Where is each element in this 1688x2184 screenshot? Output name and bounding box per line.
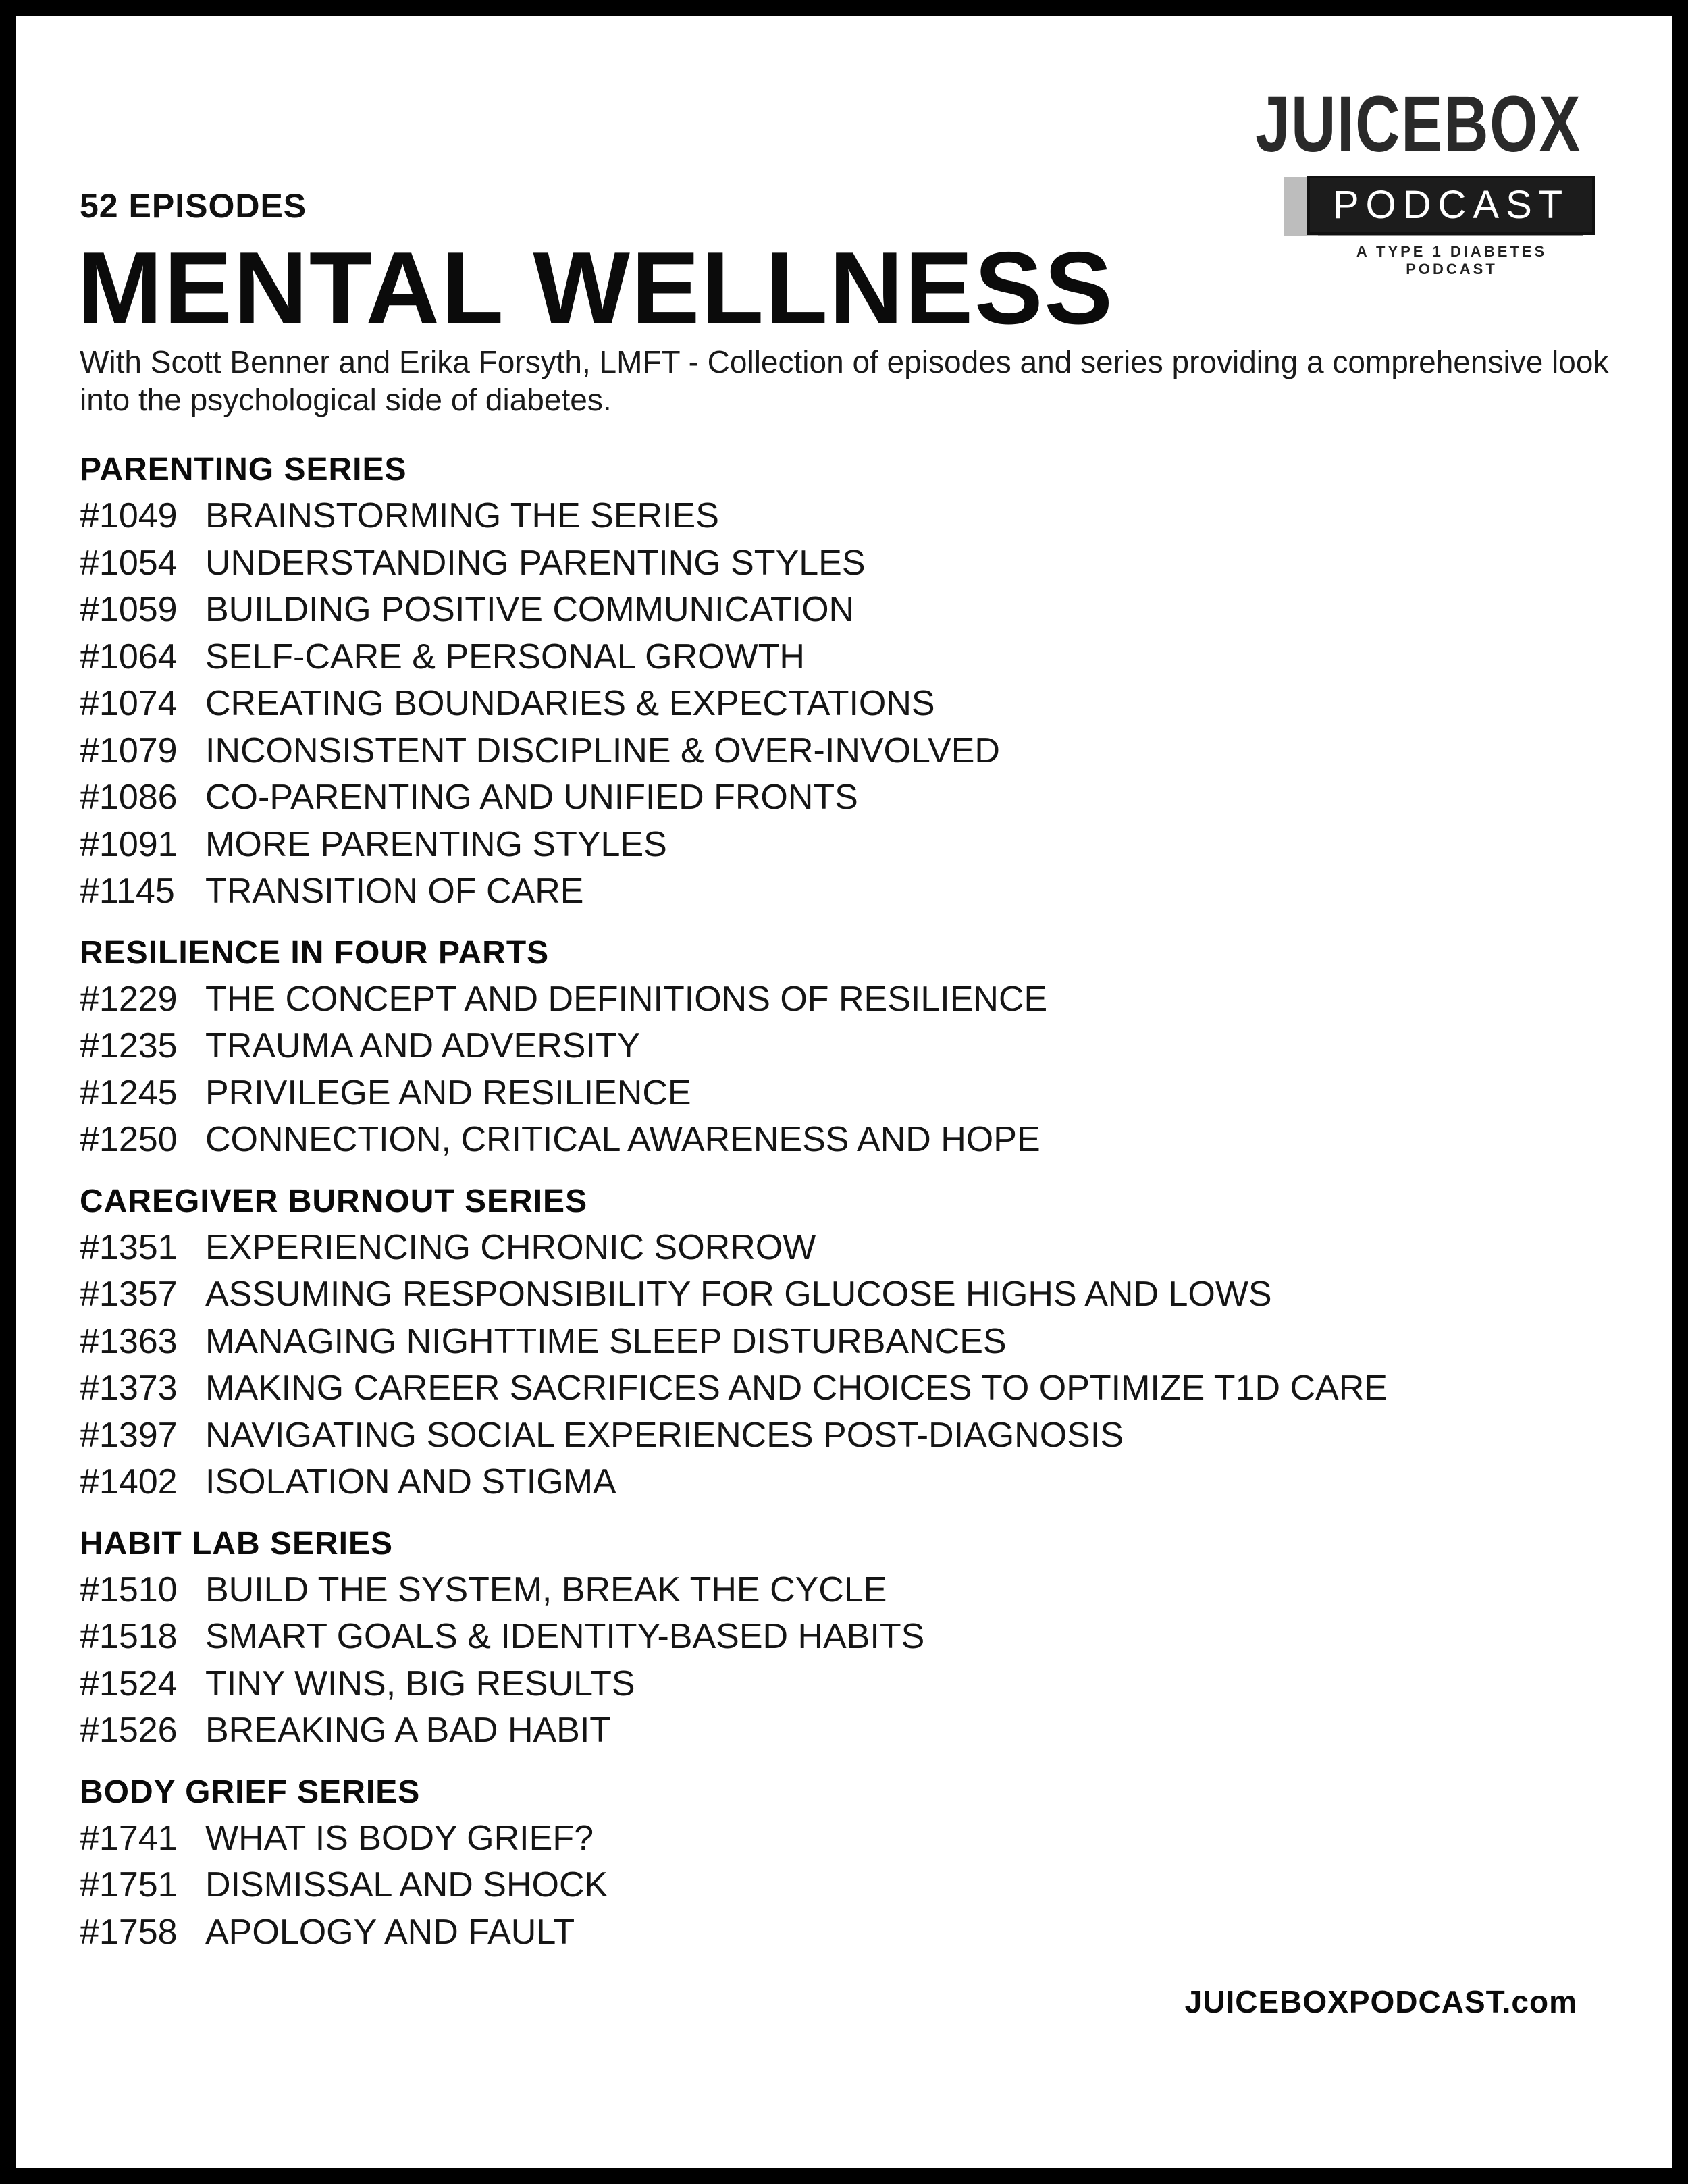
document-page — [16, 16, 1672, 2168]
episode-number: #1059 — [80, 590, 178, 629]
logo-tagline: A TYPE 1 DIABETES PODCAST — [1356, 243, 1548, 277]
episode-title: BREAKING A BAD HABIT — [205, 1711, 612, 1750]
episode-title: CONNECTION, CRITICAL AWARENESS AND HOPE — [205, 1120, 1040, 1159]
episode-title: CO-PARENTING AND UNIFIED FRONTS — [205, 778, 858, 817]
episode-item — [80, 1815, 1633, 1863]
episode-number: #1091 — [80, 824, 178, 864]
episode-count: 52 EPISODES — [80, 187, 307, 225]
juicebox-podcast-logo — [1255, 77, 1610, 277]
episode-title: TINY WINS, BIG RESULTS — [205, 1663, 635, 1703]
episode-number: #1250 — [80, 1120, 178, 1159]
episode-item — [80, 1412, 1633, 1460]
episode-item — [80, 1862, 1633, 1909]
episode-item — [80, 868, 1633, 915]
episode-item — [80, 634, 1633, 681]
episode-number: #1397 — [80, 1415, 178, 1455]
episode-item — [80, 774, 1633, 822]
episode-number: #1235 — [80, 1026, 178, 1065]
episode-title: PRIVILEGE AND RESILIENCE — [205, 1073, 691, 1113]
page-description: With Scott Benner and Erika Forsyth, LMFT - Collection of episodes and series providing a comprehensive look into the psychological side of diabetes. — [80, 344, 1609, 417]
episode-number: #1229 — [80, 979, 178, 1019]
episode-title: BUILDING POSITIVE COMMUNICATION — [205, 590, 855, 629]
episode-item — [80, 1319, 1633, 1366]
series-title: PARENTING SERIES — [80, 452, 407, 487]
episode-title: MAKING CAREER SACRIFICES AND CHOICES TO OPTIMIZE T1D CARE — [205, 1368, 1388, 1408]
episode-item — [80, 681, 1633, 728]
episode-item — [80, 1909, 1633, 1956]
episode-item — [80, 1023, 1633, 1070]
episode-title: APOLOGY AND FAULT — [205, 1912, 575, 1952]
series-title: CAREGIVER BURNOUT SERIES — [80, 1183, 588, 1219]
episode-number: #1526 — [80, 1711, 178, 1750]
episode-title: ASSUMING RESPONSIBILITY FOR GLUCOSE HIGHS AND LOWS — [205, 1275, 1272, 1314]
episode-item — [80, 1117, 1633, 1164]
episode-title: ISOLATION AND STIGMA — [205, 1462, 616, 1501]
episode-item — [80, 587, 1633, 634]
episode-title: MORE PARENTING STYLES — [205, 824, 667, 864]
episode-number: #1064 — [80, 637, 178, 676]
series-section — [80, 930, 1633, 1164]
episode-list — [80, 1567, 1633, 1755]
episode-item — [80, 1365, 1633, 1412]
episode-number: #1741 — [80, 1818, 178, 1858]
episode-number: #1402 — [80, 1462, 178, 1501]
episode-number: #1079 — [80, 730, 178, 770]
episode-title: EXPERIENCING CHRONIC SORROW — [205, 1227, 816, 1267]
episode-title: UNDERSTANDING PARENTING STYLES — [205, 543, 866, 583]
episode-number: #1751 — [80, 1865, 178, 1905]
episode-number: #1074 — [80, 684, 178, 723]
episode-item — [80, 728, 1633, 775]
episode-number: #1357 — [80, 1275, 178, 1314]
episode-item — [80, 1459, 1633, 1506]
episode-item — [80, 1614, 1633, 1661]
episode-list — [80, 493, 1633, 915]
episode-title: NAVIGATING SOCIAL EXPERIENCES POST-DIAGNOSIS — [205, 1415, 1124, 1455]
page-title: MENTAL WELLNESS — [77, 231, 1114, 346]
episode-item — [80, 1707, 1633, 1755]
episode-list — [80, 1225, 1633, 1506]
episode-number: #1054 — [80, 543, 178, 583]
episode-item — [80, 1661, 1633, 1708]
series-list — [80, 447, 1633, 1971]
episode-number: #1524 — [80, 1663, 178, 1703]
episode-item — [80, 1271, 1633, 1319]
episode-item — [80, 540, 1633, 587]
logo-wordmark: JUICEBOX — [1255, 80, 1581, 169]
episode-item — [80, 1567, 1633, 1614]
episode-number: #1245 — [80, 1073, 178, 1113]
episode-title: DISMISSAL AND SHOCK — [205, 1865, 608, 1905]
logo-subword: PODCAST — [1332, 183, 1570, 227]
episode-title: MANAGING NIGHTTIME SLEEP DISTURBANCES — [205, 1321, 1007, 1361]
series-title: RESILIENCE IN FOUR PARTS — [80, 934, 550, 971]
series-section — [80, 1179, 1633, 1506]
series-section — [80, 1769, 1633, 1956]
episode-title: SMART GOALS & IDENTITY-BASED HABITS — [205, 1617, 925, 1656]
episode-number: #1351 — [80, 1227, 178, 1267]
episode-item — [80, 1070, 1633, 1117]
episode-title: TRANSITION OF CARE — [205, 872, 584, 911]
episode-item — [80, 1225, 1633, 1272]
episode-title: SELF-CARE & PERSONAL GROWTH — [205, 637, 805, 676]
series-section — [80, 1521, 1633, 1755]
series-section — [80, 447, 1633, 915]
episode-item — [80, 822, 1633, 869]
episode-title: TRAUMA AND ADVERSITY — [205, 1026, 641, 1065]
episode-number: #1518 — [80, 1617, 178, 1656]
episode-title: WHAT IS BODY GRIEF? — [205, 1818, 594, 1858]
episode-item — [80, 493, 1633, 540]
episode-list — [80, 1815, 1633, 1956]
episode-number: #1373 — [80, 1368, 178, 1408]
episode-number: #1145 — [80, 872, 175, 911]
episode-list — [80, 976, 1633, 1164]
episode-title: INCONSISTENT DISCIPLINE & OVER-INVOLVED — [205, 730, 1000, 770]
website-url: JUICEBOXPODCAST.com — [1184, 1984, 1577, 2019]
episode-title: BRAINSTORMING THE SERIES — [205, 496, 719, 535]
series-title: HABIT LAB SERIES — [80, 1525, 394, 1562]
series-title: BODY GRIEF SERIES — [80, 1774, 421, 1810]
logo-bar — [1307, 176, 1595, 235]
episode-title: CREATING BOUNDARIES & EXPECTATIONS — [205, 684, 935, 723]
episode-item — [80, 976, 1633, 1023]
episode-title: BUILD THE SYSTEM, BREAK THE CYCLE — [205, 1570, 887, 1609]
episode-number: #1510 — [80, 1570, 178, 1609]
episode-number: #1049 — [80, 496, 178, 535]
episode-number: #1363 — [80, 1321, 178, 1361]
episode-number: #1086 — [80, 778, 178, 817]
episode-number: #1758 — [80, 1912, 178, 1952]
episode-title: THE CONCEPT AND DEFINITIONS OF RESILIENCE — [205, 979, 1048, 1019]
